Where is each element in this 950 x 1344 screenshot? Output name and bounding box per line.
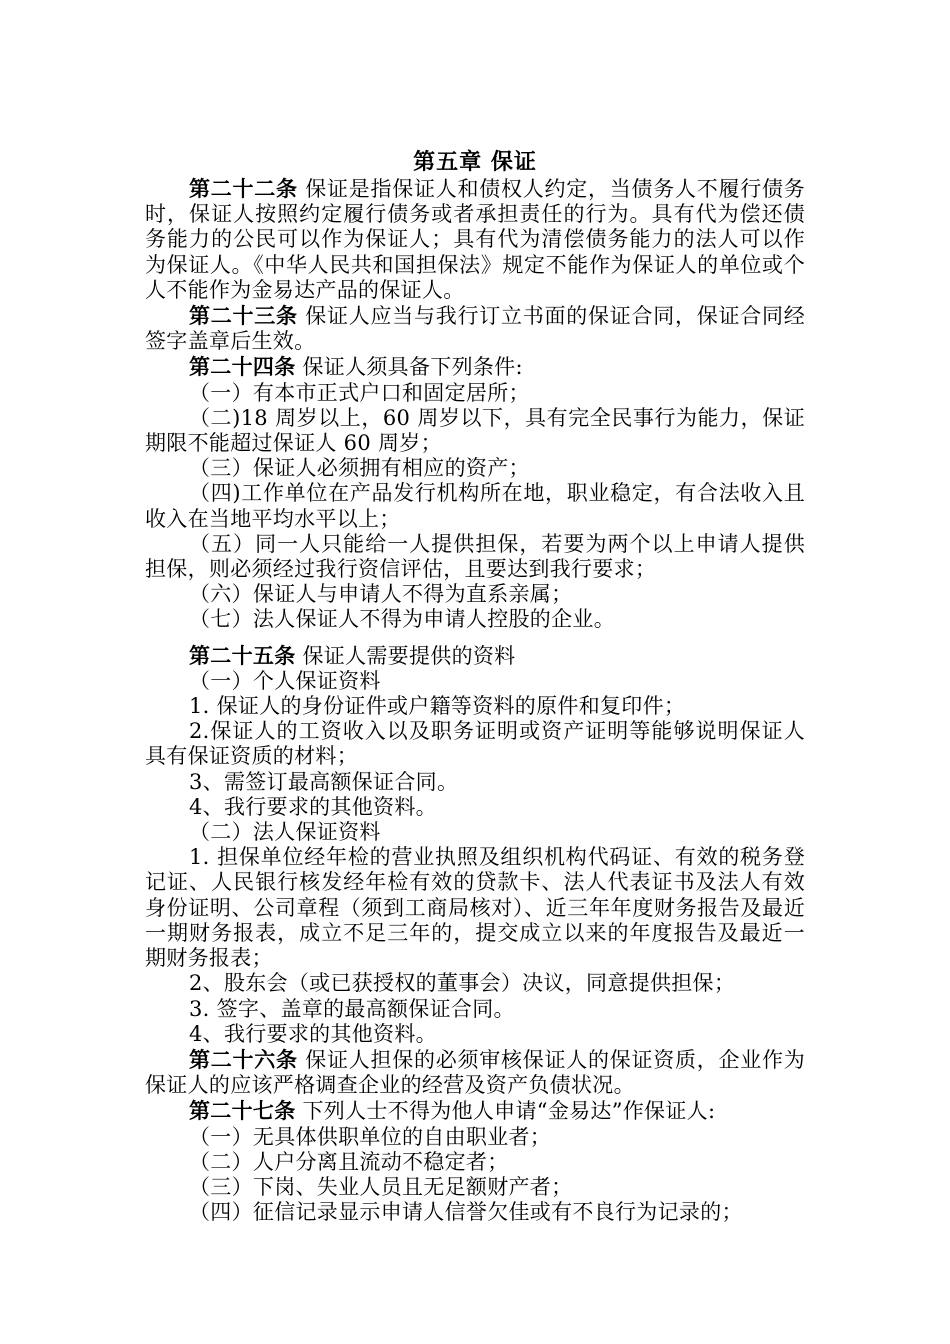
corporate-guarantee-item: 1. 担保单位经年检的营业执照及组织机构代码证、有效的税务登记证、人民银行核发经年检有效的贷款卡、法人代表证书及法人有效身份证明、公司章程（须到工商局核对）、近三年年度财务报告及最近一期财务报表，成立不足三年的，提交成立以来的年度报告及最近一期财务报表； bbox=[145, 845, 805, 971]
corporate-guarantee-item: 2、股东会（或已获授权的董事会）决议，同意提供担保； bbox=[189, 971, 736, 996]
spacer bbox=[145, 633, 805, 643]
corporate-guarantee-title: （二）法人保证资料 bbox=[189, 820, 381, 845]
chapter-title: 第五章 保证 bbox=[413, 149, 537, 175]
article-24-item: （一）有本市正式户口和固定居所； bbox=[189, 380, 530, 405]
personal-guarantee-item: 3、需签订最高额保证合同。 bbox=[189, 769, 459, 794]
personal-guarantee-title: （一）个人保证资料 bbox=[189, 668, 381, 693]
article-24-heading: 第二十四条 bbox=[189, 354, 296, 380]
corporate-guarantee-item: 4、我行要求的其他资料。 bbox=[189, 1021, 437, 1046]
article-23-heading: 第二十三条 bbox=[189, 303, 298, 329]
document-body bbox=[145, 176, 805, 1225]
corporate-guarantee-item: 3. 签字、盖章的最高额保证合同。 bbox=[189, 996, 515, 1021]
article-23-text: 保证人应当与我行订立书面的保证合同，保证合同经签字盖章后生效。 bbox=[145, 304, 806, 354]
article-24-item: （二)18 周岁以上，60 周岁以下，具有完全民事行为能力，保证期限不能超过保证人 60 周岁； bbox=[145, 405, 805, 456]
article-26-heading: 第二十六条 bbox=[189, 1046, 298, 1072]
article-24-item: （五）同一人只能给一人提供担保，若要为两个以上申请人提供担保，则必须经过我行资信评估，且要达到我行要求； bbox=[145, 531, 805, 582]
personal-guarantee-item: 1. 保证人的身份证件或户籍等资料的原件和复印件； bbox=[189, 694, 686, 719]
article-27-item: （三）下岗、失业人员且无足额财产者； bbox=[189, 1174, 573, 1199]
article-27-text: 下列人士不得为他人申请“金易达”作保证人: bbox=[302, 1099, 716, 1124]
article-24-text: 保证人须具备下列条件: bbox=[302, 355, 523, 380]
article-22-text: 保证是指保证人和债权人约定，当债务人不履行债务时，保证人按照约定履行债务或者承担责任的行为。具有代为偿还债务能力的公民可以作为保证人；具有代为清偿债务能力的法人可以作为保证人。《中华人民共和国担保法》规定不能作为保证人的单位或个人不能作为金易达产品的保证人。 bbox=[145, 177, 806, 302]
article-27-item: （一）无具体供职单位的自由职业者； bbox=[189, 1124, 552, 1149]
article-22-heading: 第二十二条 bbox=[189, 176, 298, 201]
article-26 bbox=[145, 1047, 805, 1098]
personal-guarantee-item: 2.保证人的工资收入以及职务证明或资产证明等能够说明保证人具有保证资质的材料； bbox=[145, 719, 805, 769]
article-24-item: （四)工作单位在产品发行机构所在地，职业稳定，有合法收入且收入在当地平均水平以上； bbox=[145, 481, 805, 531]
article-24-item: （七）法人保证人不得为申请人控股的企业。 bbox=[189, 607, 615, 632]
personal-guarantee-item: 4、我行要求的其他资料。 bbox=[189, 794, 437, 819]
article-27 bbox=[145, 1098, 805, 1124]
article-25 bbox=[145, 643, 805, 669]
article-27-heading: 第二十七条 bbox=[189, 1098, 296, 1124]
article-27-item: （四）征信记录显示申请人信誉欠佳或有不良行为记录的； bbox=[189, 1200, 743, 1225]
article-27-item: （二）人户分离且流动不稳定者； bbox=[189, 1149, 509, 1174]
article-24 bbox=[145, 354, 805, 380]
article-22 bbox=[145, 176, 805, 303]
article-24-item: （三）保证人必须拥有相应的资产； bbox=[189, 456, 530, 481]
article-25-text: 保证人需要提供的资料 bbox=[302, 643, 516, 668]
article-25-heading: 第二十五条 bbox=[189, 642, 296, 668]
article-23 bbox=[145, 303, 805, 354]
article-26-text: 保证人担保的必须审核保证人的保证资质，企业作为保证人的应该严格调查企业的经营及资产负债状况。 bbox=[145, 1047, 806, 1098]
article-24-item: （六）保证人与申请人不得为直系亲属； bbox=[189, 582, 573, 607]
